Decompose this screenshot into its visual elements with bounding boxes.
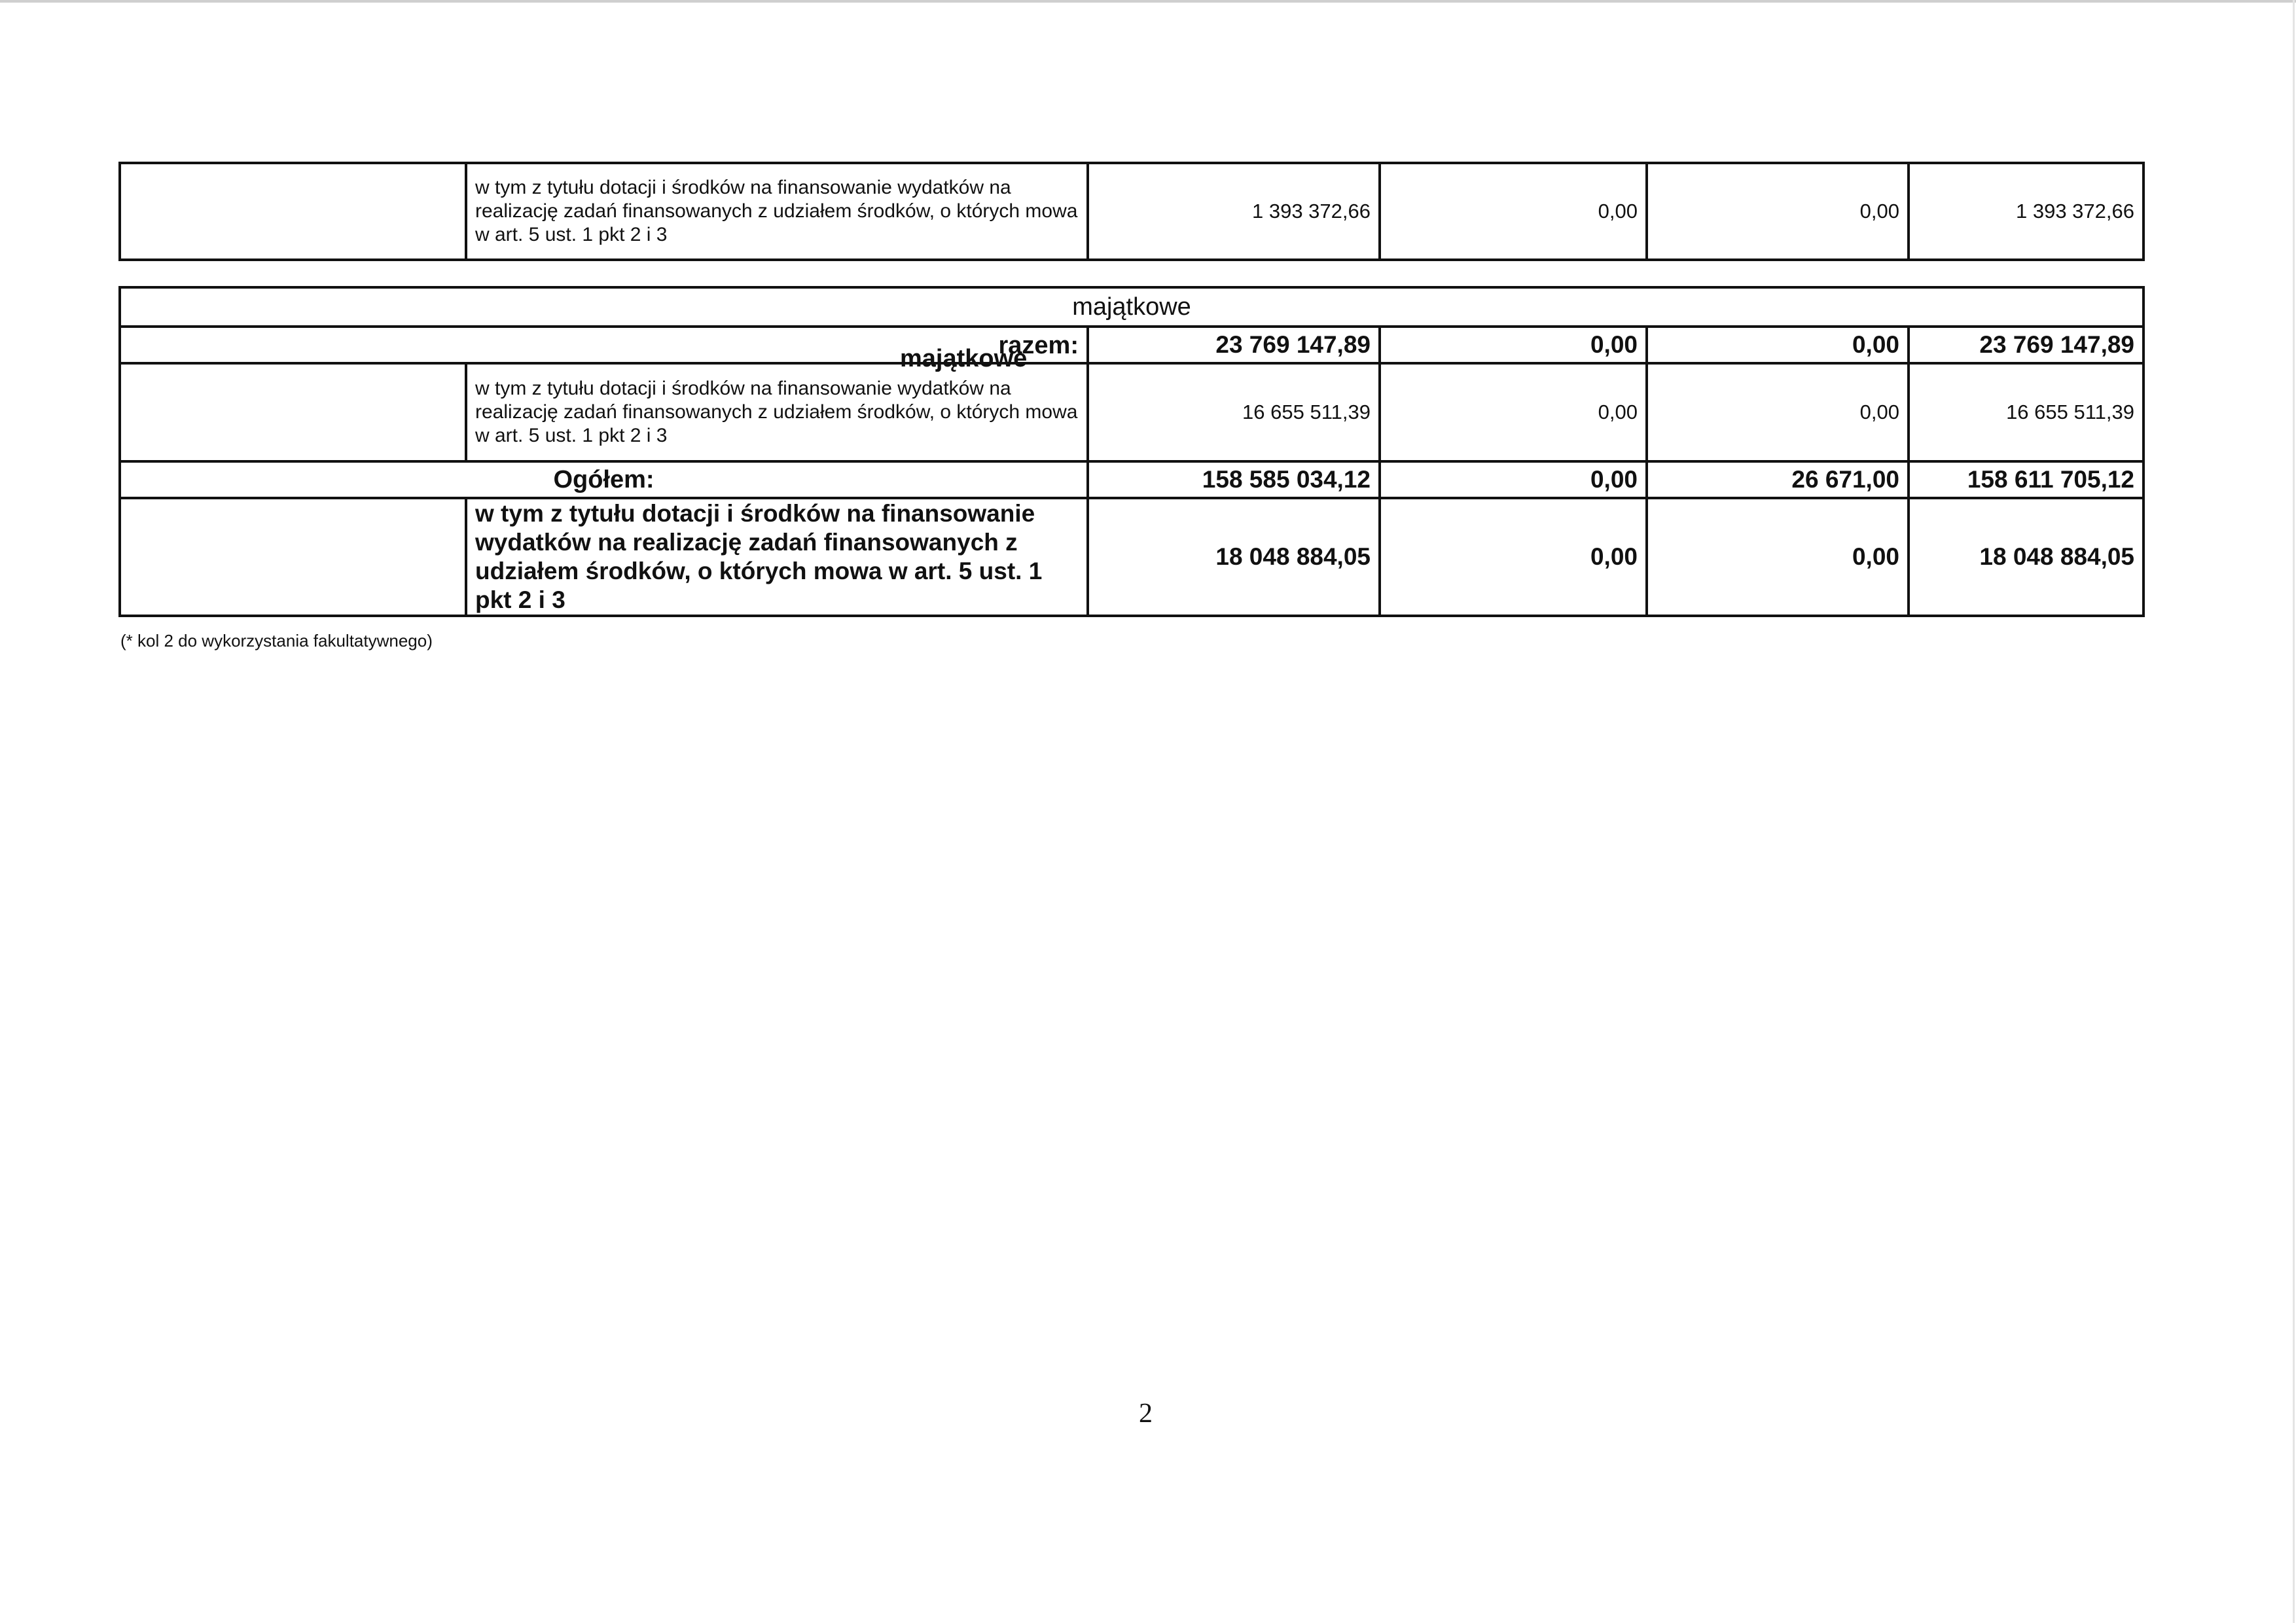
value-cell: 158 585 034,12: [1088, 461, 1380, 498]
footnote: (* kol 2 do wykorzystania fakultatywnego): [120, 631, 433, 651]
value-cell: 0,00: [1647, 163, 1909, 260]
ogolem-label: Ogółem:: [120, 461, 1088, 498]
razem-row: [120, 327, 2144, 363]
scan-top-edge: [0, 0, 2296, 3]
value-cell: 0,00: [1380, 327, 1647, 363]
table-row: [120, 363, 2144, 461]
value-cell: 23 769 147,89: [1909, 327, 2144, 363]
razem-label-cell: [120, 327, 1088, 372]
razem-label-suffix: razem:: [998, 332, 1079, 359]
value-cell: 23 769 147,89: [1088, 327, 1380, 363]
top-continuation-table: [118, 162, 2145, 261]
empty-cell: [120, 498, 466, 616]
row-description: w tym z tytułu dotacji i środków na finansowanie wydatków na realizację zadań finansowanych z udziałem środków, o których mowa w art. 5 ust. 1 pkt 2 i 3: [466, 163, 1088, 260]
value-cell: 16 655 511,39: [1088, 363, 1380, 461]
value-cell: 0,00: [1380, 461, 1647, 498]
ogolem-row: [120, 461, 2144, 498]
empty-cell: [120, 363, 466, 461]
value-cell: 1 393 372,66: [1088, 163, 1380, 260]
value-cell: 0,00: [1380, 163, 1647, 260]
table-row: [120, 163, 2144, 260]
razem-label-name: majątkowe: [900, 345, 1028, 372]
row-description: w tym z tytułu dotacji i środków na finansowanie wydatków na realizację zadań finansowanych z udziałem środków, o których mowa w art. 5 ust. 1 pkt 2 i 3: [466, 363, 1088, 461]
row-description: w tym z tytułu dotacji i środków na finansowanie wydatków na realizację zadań finansowanych z udziałem środków, o których mowa w art. 5 ust. 1 pkt 2 i 3: [466, 498, 1088, 616]
empty-cell: [120, 163, 466, 260]
scan-right-edge: [2293, 0, 2295, 1623]
value-cell: 0,00: [1647, 363, 1909, 461]
section-header: majątkowe: [120, 287, 2144, 327]
value-cell: 158 611 705,12: [1909, 461, 2144, 498]
value-cell: 0,00: [1380, 498, 1647, 616]
majatkowe-table: [118, 286, 2145, 617]
value-cell: 1 393 372,66: [1909, 163, 2144, 260]
value-cell: 0,00: [1647, 327, 1909, 363]
page-number: 2: [1139, 1399, 1153, 1429]
table-row: [120, 498, 2144, 616]
value-cell: 16 655 511,39: [1909, 363, 2144, 461]
value-cell: 26 671,00: [1647, 461, 1909, 498]
value-cell: 0,00: [1647, 498, 1909, 616]
value-cell: 0,00: [1380, 363, 1647, 461]
value-cell: 18 048 884,05: [1088, 498, 1380, 616]
section-header-row: [120, 287, 2144, 327]
value-cell: 18 048 884,05: [1909, 498, 2144, 616]
